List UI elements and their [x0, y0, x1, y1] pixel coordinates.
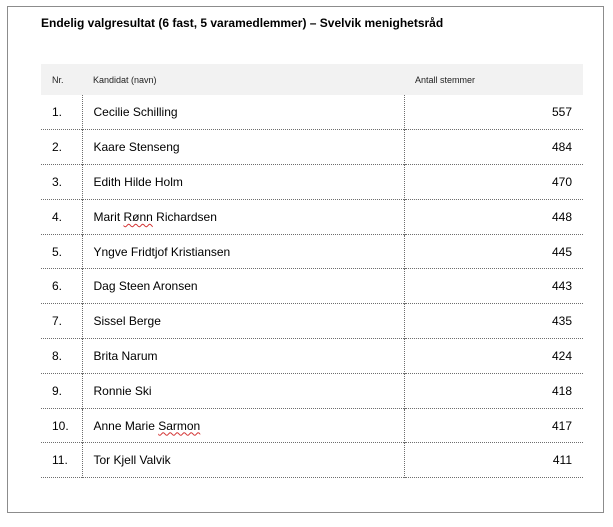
vote-count: 484	[551, 140, 572, 155]
candidate-name: Ronnie Ski	[82, 373, 404, 408]
row-number: 4.	[41, 199, 82, 234]
vote-count: 445	[551, 244, 572, 259]
vote-count: 424	[551, 348, 572, 363]
candidate-name: Edith Hilde Holm	[82, 165, 404, 200]
spellcheck-flagged-word: Rønn	[123, 209, 153, 224]
vote-count: 417	[551, 418, 572, 433]
table-row	[41, 199, 583, 234]
candidate-name: Yngve Fridtjof Kristiansen	[82, 234, 404, 269]
row-number: 3.	[41, 165, 82, 200]
table-row	[41, 234, 583, 269]
vote-count: 411	[552, 453, 572, 468]
header-nr: Nr.	[52, 74, 64, 85]
header-votes: Antall stemmer	[415, 74, 476, 85]
candidate-name-part: Anne Marie	[93, 418, 159, 433]
candidate-name: Dag Steen Aronsen	[82, 269, 404, 304]
table-row	[41, 304, 583, 339]
candidate-name-part: Richardsen	[152, 209, 217, 224]
row-number: 10.	[41, 408, 82, 443]
candidate-name	[82, 408, 404, 443]
candidate-name: Cecilie Schilling	[82, 95, 404, 130]
table-row	[41, 165, 583, 200]
table-row	[41, 443, 583, 478]
spellcheck-flagged-word: Sarmon	[158, 418, 201, 433]
row-number: 1.	[41, 95, 82, 130]
candidate-name: Brita Narum	[82, 339, 404, 374]
vote-count: 435	[551, 314, 572, 329]
row-number: 5.	[41, 234, 82, 269]
candidate-name	[82, 199, 404, 234]
row-number: 6.	[41, 269, 82, 304]
table-row	[41, 95, 583, 130]
row-number: 7.	[41, 304, 82, 339]
table-row	[41, 130, 583, 165]
row-number: 2.	[41, 130, 82, 165]
candidate-name: Kaare Stenseng	[82, 130, 404, 165]
row-number: 9.	[41, 373, 82, 408]
row-number: 8.	[41, 339, 82, 374]
vote-count: 448	[551, 209, 572, 224]
vote-count: 557	[551, 105, 572, 120]
table-row	[41, 373, 583, 408]
header-candidate: Kandidat (navn)	[93, 74, 157, 85]
document-title: Endelig valgresultat (6 fast, 5 varamedlemmer) – Svelvik menighetsråd	[41, 16, 444, 30]
table-row	[41, 408, 583, 443]
vote-count: 443	[551, 279, 572, 294]
row-number: 11.	[41, 443, 82, 478]
vote-count: 418	[551, 383, 572, 398]
candidate-name-part: Marit	[93, 209, 124, 224]
table-header-row	[41, 64, 583, 95]
table-row	[41, 339, 583, 374]
vote-count: 470	[551, 174, 572, 189]
table-row	[41, 269, 583, 304]
candidate-name: Sissel Berge	[82, 304, 404, 339]
results-table	[41, 64, 583, 478]
candidate-name: Tor Kjell Valvik	[82, 443, 404, 478]
